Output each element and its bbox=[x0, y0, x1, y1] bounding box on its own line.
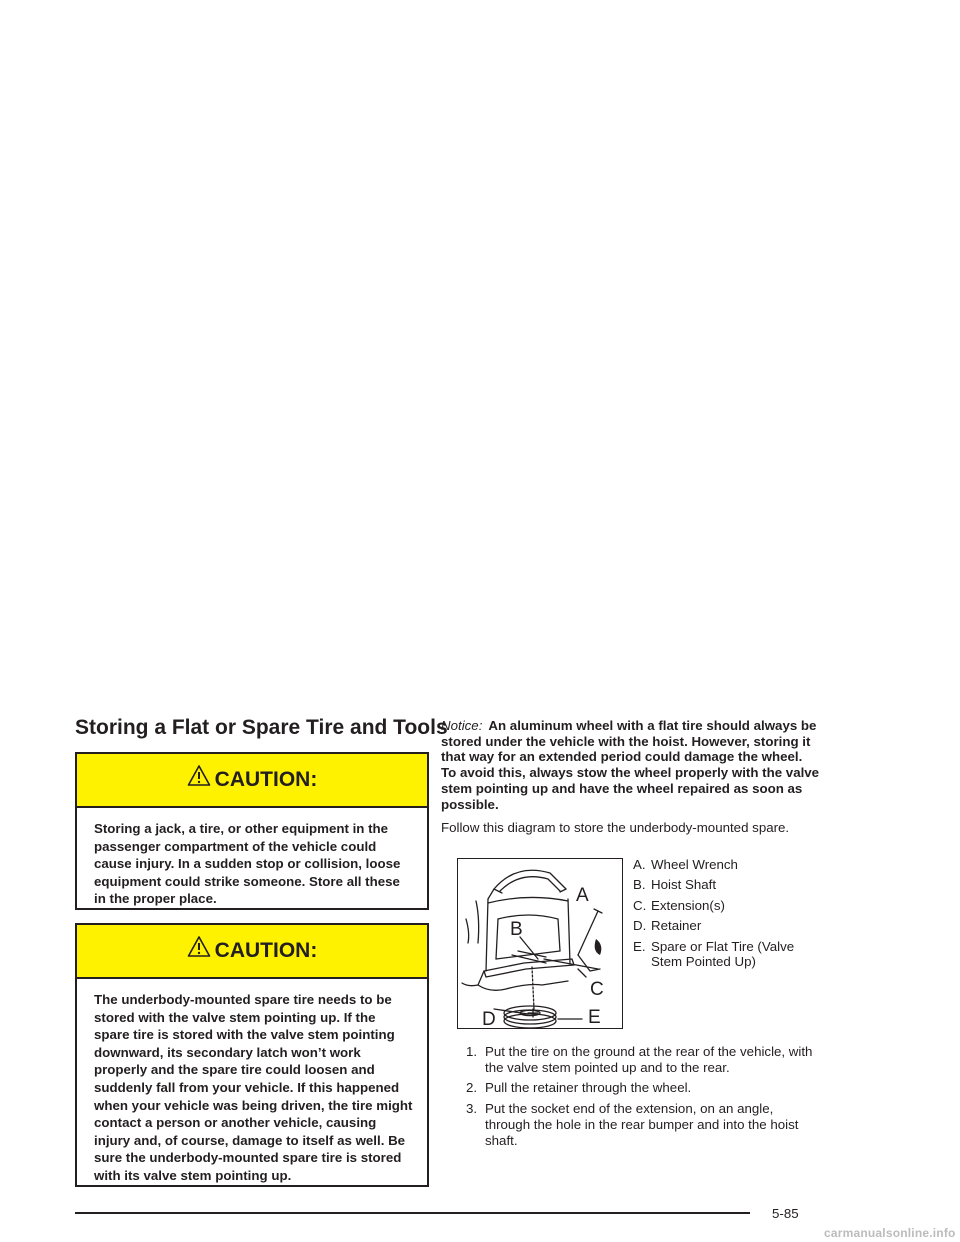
legend-item: C. Extension(s) bbox=[633, 897, 725, 913]
caution-text: Storing a jack, a tire, or other equipment in the passenger compartment of the vehicle could cause injury. In a sudden stop or collision, loose equipment could strike someone. Store all these in the proper place. bbox=[94, 821, 401, 907]
section-title: Storing a Flat or Spare Tire and Tools bbox=[75, 716, 448, 739]
steps-list bbox=[466, 1044, 821, 1153]
callout-a: A bbox=[576, 885, 589, 906]
watermark: carmanualsonline.info bbox=[824, 1226, 956, 1240]
caution-label: CAUTION: bbox=[214, 768, 318, 791]
notice-label: Notice: bbox=[441, 718, 483, 733]
notice-paragraph bbox=[441, 718, 821, 812]
diagram-legend bbox=[633, 857, 801, 975]
legend-item: A. Wheel Wrench bbox=[633, 857, 738, 872]
diagram-drawing bbox=[458, 859, 623, 1029]
callout-c: C bbox=[590, 979, 604, 1000]
callout-e: E bbox=[588, 1007, 601, 1028]
callout-b: B bbox=[510, 919, 523, 940]
intro-paragraph: Follow this diagram to store the underbody-mounted spare. bbox=[441, 820, 790, 835]
caution-box bbox=[75, 923, 429, 1187]
callout-d: D bbox=[482, 1009, 496, 1029]
caution-header bbox=[77, 754, 427, 808]
spare-tire-diagram bbox=[457, 858, 623, 1029]
notice-text: An aluminum wheel with a flat tire should always be stored under the vehicle with the hoist. However, storing it that way for an extended period could damage the wheel. To avoid this, always stow the wheel properly with the valve stem pointing up and have the wheel repaired as soon as possible. bbox=[441, 718, 820, 812]
caution-triangle-icon bbox=[187, 764, 211, 788]
footer-rule bbox=[75, 1212, 750, 1214]
page-number: 5-85 bbox=[772, 1206, 799, 1221]
caution-box bbox=[75, 752, 429, 910]
legend-item: B. Hoist Shaft bbox=[633, 877, 717, 893]
caution-text: The underbody-mounted spare tire needs to be stored with the valve stem pointing up. If the spare tire is stored with the valve stem pointing downward, its secondary latch won’t work properly and the spare tire could loosen and suddenly fall from your vehicle. If this happened when your vehicle was being driven, the tire might contact a person or another vehicle, causing injury and, of course, damage to itself as well. Be sure the underbody-mounted spare tire is stored with its valve stem pointing up. bbox=[94, 992, 413, 1183]
caution-header bbox=[77, 925, 427, 979]
legend-item: D. Retainer bbox=[633, 918, 702, 934]
step-item: 2. Pull the retainer through the wheel. bbox=[466, 1080, 692, 1096]
caution-label: CAUTION: bbox=[214, 939, 318, 962]
step-item: 3. Put the socket end of the extension, on an angle, through the hole in the rear bumper and into the hoist shaft. bbox=[466, 1101, 799, 1148]
legend-item: E. Spare or Flat Tire (Valve Stem Pointed Up) bbox=[633, 938, 795, 970]
step-item: 1. Put the tire on the ground at the rear of the vehicle, with the valve stem pointed up and to the rear. bbox=[466, 1044, 813, 1075]
caution-triangle-icon bbox=[187, 935, 211, 959]
